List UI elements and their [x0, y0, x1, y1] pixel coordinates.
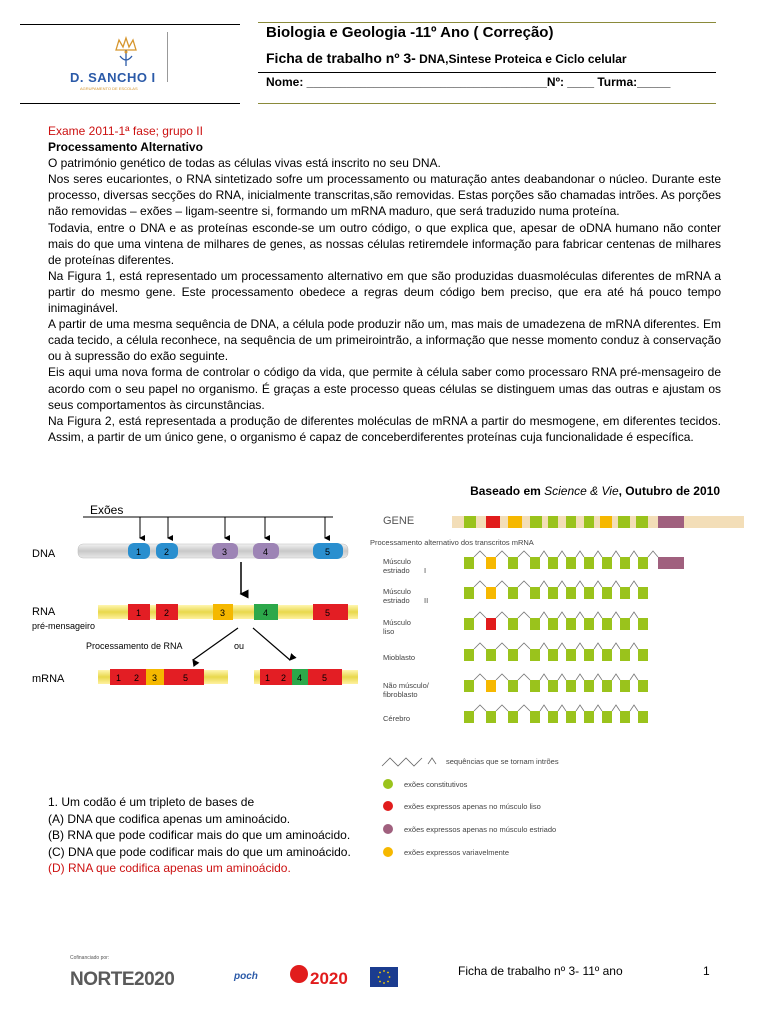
intron-chevron — [496, 612, 508, 618]
transcript-exon — [464, 618, 474, 630]
tissue-row — [383, 587, 428, 605]
crown-icon — [112, 36, 140, 70]
legend-swatch-striated — [383, 824, 393, 834]
mrna-exon-label: 4 — [297, 673, 303, 683]
norte2020-logo: NORTE2020 — [70, 969, 175, 990]
legend-swatch-constitutive — [383, 779, 393, 789]
transcript-exon — [602, 680, 612, 692]
transcript-exon — [584, 587, 594, 599]
tissue-label-2: estriado — [383, 566, 410, 575]
legend-label: exões constitutivos — [404, 780, 468, 789]
source-prefix: Baseado em — [470, 484, 545, 498]
source-date: , Outubro de 2010 — [618, 484, 720, 498]
intron-chevron — [540, 581, 548, 587]
transcript-exon — [620, 649, 630, 661]
question-1 — [48, 794, 356, 877]
transcript-exon — [566, 557, 576, 569]
option-a[interactable]: (A) DNA que codifica apenas um aminoácido. — [48, 811, 291, 826]
intron-chevron — [540, 705, 548, 711]
rna-exon-label: 3 — [220, 608, 226, 618]
intron-chevron — [518, 705, 530, 711]
intron-chevron — [630, 705, 638, 711]
transcript-exon — [566, 649, 576, 661]
mrna-exon-label: 3 — [152, 673, 158, 683]
transcript-exon — [584, 557, 594, 569]
paragraph: O património genético de todas as células vivas está inscrito no seu DNA. — [48, 156, 441, 171]
intron-chevron — [576, 612, 584, 618]
transcript-exon — [530, 711, 540, 723]
intron-chevron — [558, 551, 566, 557]
transcript-exon — [602, 711, 612, 723]
intron-chevron — [612, 551, 620, 557]
tissue-label: Músculo — [383, 587, 411, 596]
transcript-exon — [508, 680, 518, 692]
tissue-roman: II — [424, 596, 429, 605]
tissue-label: Músculo — [383, 557, 411, 566]
transcript-exon — [638, 649, 648, 661]
intron-chevron — [630, 674, 638, 680]
intron-chevron — [576, 551, 584, 557]
intron-chevron — [594, 643, 602, 649]
logo-name: D. SANCHO I — [70, 70, 156, 85]
poch-logo: poch — [234, 971, 258, 982]
tissue-row — [383, 653, 415, 662]
mrna-exon-label: 1 — [265, 673, 271, 683]
intron-chevron — [496, 705, 508, 711]
transcript-exon — [638, 587, 648, 599]
transcript-exon — [548, 711, 558, 723]
transcript-exon — [486, 587, 496, 599]
intron-chevron — [518, 612, 530, 618]
intron-chevron — [518, 551, 530, 557]
mrna-exon-label: 2 — [134, 673, 140, 683]
intron-chevron — [496, 643, 508, 649]
paragraph: Na Figura 1, está representado um processamento alternativo em que são produzidas duasmoléculas diferentes de mRNA a partir do mesmo gene. Este processamento obedece a regras deum código bem preciso, que era até há pouco tempo inimaginável. — [48, 268, 721, 316]
intron-chevron — [594, 551, 602, 557]
legend-label: exões expressos apenas no músculo estriado — [404, 825, 557, 834]
legend-label: exões expressos variavelmente — [404, 848, 510, 857]
intron-chevron — [558, 674, 566, 680]
option-b[interactable]: (B) RNA que pode codificar mais do que um aminoácido. — [48, 828, 351, 842]
transcript-exon — [620, 587, 630, 599]
transcript-exon — [530, 557, 540, 569]
intron-chevron — [496, 674, 508, 680]
intron-chevron — [540, 643, 548, 649]
tissue-label-2: fibroblasto — [383, 690, 418, 699]
transcript-exon — [530, 587, 540, 599]
intron-chevron — [518, 674, 530, 680]
source-citation — [470, 484, 720, 498]
tissue-rows — [383, 557, 430, 723]
legend-swatch-variable — [383, 847, 393, 857]
page-number: 1 — [703, 964, 710, 978]
transcript-exon — [620, 557, 630, 569]
transcript-exon — [464, 649, 474, 661]
transcript-exon — [620, 711, 630, 723]
header-mid-rule-right — [258, 72, 716, 73]
header-top-rule-right — [258, 22, 716, 23]
intron-chevron — [576, 581, 584, 587]
transcript-exon — [548, 557, 558, 569]
funding-logos — [70, 955, 450, 995]
tissue-label: Mioblasto — [383, 653, 416, 662]
dna-exon-label: 3 — [222, 547, 228, 557]
tissue-label-2: estriado — [383, 596, 410, 605]
dna-label: DNA — [32, 548, 56, 560]
transcript-exon — [464, 587, 474, 599]
intron-chevron — [576, 674, 584, 680]
intron-chevron — [630, 581, 638, 587]
transcript-exon — [530, 680, 540, 692]
tissue-label: Cérebro — [383, 714, 411, 723]
intron-chevron — [612, 581, 620, 587]
rna-exon-label: 2 — [164, 608, 170, 618]
transcript-exon — [548, 680, 558, 692]
portugal2020-logo: 2020 — [310, 969, 348, 988]
transcript-exon — [530, 649, 540, 661]
paragraph: A partir de uma mesma sequência de DNA, a célula pode produzir não um, mas mais de umadezena de mRNA diferentes. Em cada tecido, a célula reconhece, na sequência de um primeirointrão, a informação que nesse momento conduz à conservação ou à supressão do exão seguinte. — [48, 317, 721, 364]
mrna-exon-label: 1 — [116, 673, 122, 683]
paragraph: Nos seres eucariontes, o RNA sintetizado sofre um processamento ou maturação antes deabandonar o núcleo. Durante este processo, diversas secções do RNA, inicialmente transcritas,são removidas. Estas porções são chamadas intrões. As porções não removidas – exões – ligam-seentre si, formando um mRNA maduro, que será traduzido numa proteína. — [48, 172, 721, 219]
intron-symbol — [382, 758, 422, 766]
intron-chevron — [518, 581, 530, 587]
intron-chevron — [518, 643, 530, 649]
transcript-exon — [508, 649, 518, 661]
school-logo — [20, 28, 240, 102]
intron-chevron — [594, 705, 602, 711]
logo-subtext: AGRUPAMENTO DE ESCOLAS — [80, 86, 138, 91]
dna-exon-label: 1 — [136, 547, 142, 557]
legend-label: exões expressos apenas no músculo liso — [404, 802, 541, 811]
transcript-exon — [602, 557, 612, 569]
answer-text: D) RNA que codifica apenas um aminoácido. — [52, 861, 291, 875]
transcript-exon — [486, 557, 496, 569]
header-bottom-rule-right — [258, 103, 716, 104]
transcript-exon — [486, 649, 496, 661]
option-d[interactable] — [48, 860, 356, 877]
transcript-exon — [566, 711, 576, 723]
rna-exon-label: 1 — [136, 608, 142, 618]
intron-chevron — [474, 551, 486, 557]
transcript-exon — [584, 618, 594, 630]
intron-chevron — [612, 705, 620, 711]
transcript-exon — [584, 680, 594, 692]
intron-chevron — [612, 674, 620, 680]
intron-chevron — [474, 705, 486, 711]
intron-chevron — [630, 612, 638, 618]
transcript-exon — [464, 557, 474, 569]
worksheet-title — [266, 50, 627, 66]
transcript-exon — [566, 680, 576, 692]
transcript-exon — [548, 618, 558, 630]
dna-exon-label: 4 — [263, 547, 269, 557]
intron-chevron — [558, 581, 566, 587]
section-heading: Processamento Alternativo — [48, 140, 203, 155]
footer-text: Ficha de trabalho nº 3- 11º ano — [458, 964, 623, 978]
tissue-label-2: liso — [383, 627, 395, 636]
transcript-exon — [486, 711, 496, 723]
header-top-rule-left — [20, 24, 240, 25]
rna-exon-label: 4 — [263, 608, 269, 618]
intron-chevron — [496, 581, 508, 587]
transcript-exon — [638, 618, 648, 630]
pre-mrna-label: pré-mensageiro — [32, 621, 96, 631]
transcript-exon — [508, 587, 518, 599]
intron-chevron — [630, 551, 638, 557]
question-stem: 1. Um codão é um tripleto de bases de — [48, 795, 255, 809]
tissue-row — [383, 681, 430, 699]
intron-chevron — [474, 643, 486, 649]
tissue-roman: I — [424, 566, 427, 575]
legend-label: sequências que se tornam intrões — [446, 757, 559, 766]
tissue-transcripts — [464, 551, 684, 723]
worksheet-number: Ficha de trabalho nº 3- — [266, 50, 416, 66]
exam-text — [48, 123, 721, 445]
logo-divider — [167, 32, 168, 82]
worksheet-topic: DNA,Sintese Proteica e Ciclo celular — [415, 52, 627, 66]
intron-chevron — [594, 612, 602, 618]
tissue-row — [383, 714, 410, 723]
figure-2-legend — [382, 757, 559, 857]
source-journal: Science & Vie — [544, 484, 619, 498]
mrna-exon-label: 5 — [183, 673, 189, 683]
transcript-exon — [464, 711, 474, 723]
transcript-exon — [584, 649, 594, 661]
transcript-exon — [638, 680, 648, 692]
rna-label: RNA — [32, 606, 56, 618]
intron-chevron — [540, 551, 548, 557]
rna-exon-label: 5 — [325, 608, 331, 618]
intron-chevron — [474, 581, 486, 587]
paragraph: Todavia, entre o DNA e as proteínas esconde-se um outro código, o que explica que, apesar de oDNA humano não conter mais do que uma vintena de milhares de genes, as nossas células retiremdele informação para fabricar centenas de milhares de proteínas diferentes. — [48, 220, 721, 267]
transcript-exon — [602, 587, 612, 599]
tissue-label: Não músculo/ — [383, 681, 429, 690]
student-name-line: Nome: ____________________________________Nº: ____ Turma:_____ — [266, 75, 671, 89]
transcript-exon — [584, 711, 594, 723]
transcript-exon — [658, 557, 684, 569]
intron-chevron — [612, 643, 620, 649]
header-bottom-rule-left — [20, 103, 240, 104]
eu-flag-icon — [370, 967, 398, 987]
intron-chevron — [576, 705, 584, 711]
intron-chevron — [540, 674, 548, 680]
intron-chevron — [594, 581, 602, 587]
dna-exon-label: 5 — [325, 547, 331, 557]
page-title: Biologia e Geologia -11º Ano ( Correção) — [266, 24, 554, 41]
figure-1 — [28, 500, 358, 700]
intron-chevron — [612, 612, 620, 618]
transcript-exon — [566, 618, 576, 630]
transcript-exon — [530, 618, 540, 630]
transcript-exon — [548, 649, 558, 661]
tissue-row — [383, 557, 426, 575]
transcript-exon — [566, 587, 576, 599]
portugal-icon — [290, 965, 308, 983]
legend-swatch-smooth — [383, 801, 393, 811]
mrna-label: mRNA — [32, 673, 65, 685]
gene-label: GENE — [383, 515, 415, 527]
transcript-exon — [602, 618, 612, 630]
exons-label: Exões — [90, 503, 124, 517]
transcript-exon — [508, 711, 518, 723]
transcript-exon — [638, 557, 648, 569]
intron-chevron — [474, 674, 486, 680]
tissue-label: Músculo — [383, 618, 411, 627]
processing-title: Processamento alternativo dos transcritos mRNA — [370, 538, 534, 547]
transcript-exon — [602, 649, 612, 661]
intron-chevron — [540, 612, 548, 618]
figure-2 — [368, 508, 748, 868]
intron-chevron — [558, 705, 566, 711]
intron-chevron — [594, 674, 602, 680]
transcript-exon — [508, 618, 518, 630]
transcript-exon — [486, 680, 496, 692]
intron-chevron — [558, 643, 566, 649]
transcript-exon — [620, 680, 630, 692]
cofinanced-label: Cofinanciado por: — [70, 955, 110, 961]
mrna-exon-label: 2 — [281, 673, 287, 683]
intron-chevron — [648, 551, 658, 557]
exam-reference: Exame 2011-1ª fase; grupo II — [48, 124, 203, 138]
transcript-exon — [638, 711, 648, 723]
mrna-exon-label: 5 — [322, 673, 328, 683]
transcript-exon — [548, 587, 558, 599]
intron-chevron — [558, 612, 566, 618]
dna-exon-label: 2 — [164, 547, 170, 557]
intron-chevron — [496, 551, 508, 557]
transcript-exon — [620, 618, 630, 630]
or-label: ou — [234, 641, 245, 651]
intron-chevron — [630, 643, 638, 649]
tissue-row — [383, 618, 411, 636]
option-c[interactable]: (C) DNA que pode codificar mais do que um aminoácido. — [48, 844, 351, 859]
processing-label: Processamento de RNA — [86, 641, 183, 651]
intron-chevron — [576, 643, 584, 649]
transcript-exon — [486, 618, 496, 630]
intron-chevron — [474, 612, 486, 618]
transcript-exon — [508, 557, 518, 569]
paragraph: Na Figura 2, está representada a produção de diferentes moléculas de mRNA a partir do mesmogene, em diferentes tecidos. Assim, a partir de um único gene, o organismo é capaz de conceberdiferentes proteínas cuja funcionalidade é específica. — [48, 413, 721, 444]
transcript-exon — [464, 680, 474, 692]
answer-paren: ( — [48, 861, 52, 875]
paragraph: Eis aqui uma nova forma de controlar o código da vida, que permite à célula saber como processaro RNA pré-mensageiro de acordo com o seu papel no organismo. É graças a este processo queas células se distinguem umas das outras e ajustam os seus comportamentos às circunstâncias. — [48, 365, 721, 412]
